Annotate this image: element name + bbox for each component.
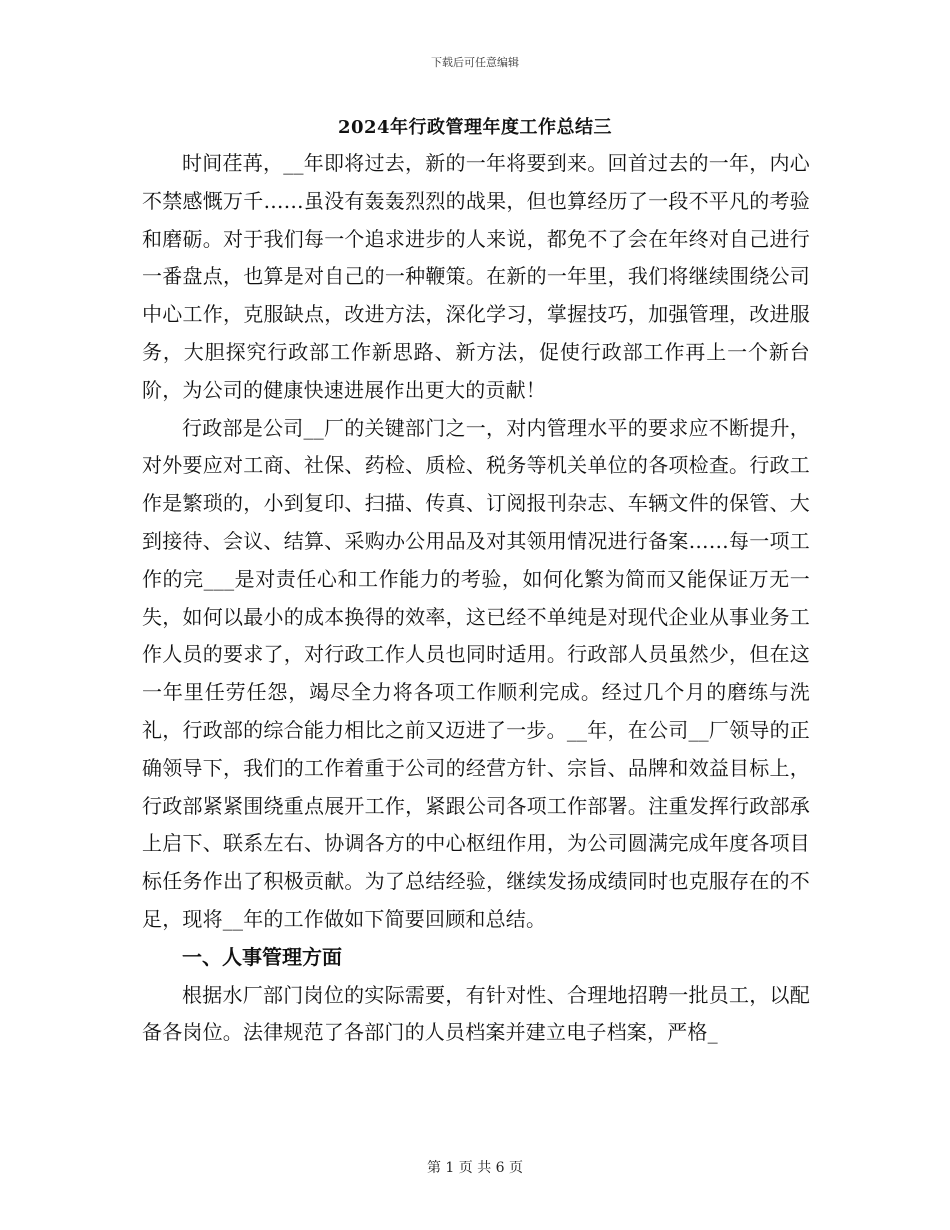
body-paragraph: 行政部是公司__厂的关键部门之一，对内管理水平的要求应不断提升，对外要应对工商、社保、药检、质检、税务等机关单位的各项检查。行政工作是繁琐的，小到复印、扫描、传真、订阅报刊杂志、车辆文件的保管、大到接待、会议、结算、采购办公用品及对其领用情况进行备案……每一项工作的完___是对责任心和工作能力的考验，如何化繁为简而又能保证万无一失，如何以最小的成本换得的效率，这已经不单纯是对现代企业从事业务工作人员的要求了，对行政工作人员也同时适用。行政部人员虽然少，但在这一年里任劳任怨，竭尽全力将各项工作顺利完成。经过几个月的磨练与洗礼，行政部的综合能力相比之前又迈进了一步。__年，在公司__厂领导的正确领导下，我们的工作着重于公司的经营方针、宗旨、品牌和效益目标上，行政部紧紧围绕重点展开工作，紧跟公司各项工作部署。注重发挥行政部承上启下、联系左右、协调各方的中心枢纽作用，为公司圆满完成年度各项目标任务作出了积极贡献。为了总结经验，继续发扬成绩同时也克服存在的不足，现将__年的工作做如下简要回顾和总结。 [142,415,810,931]
page-footer-number: 第 1 页 共 6 页 [426,1160,524,1176]
document-body [142,145,810,1052]
document-title: 2024年行政管理年度工作总结三 [337,117,613,138]
intro-paragraph: 时间荏苒，__年即将过去，新的一年将要到来。回首过去的一年，内心不禁感慨万千……虽没有轰轰烈烈的战果，但也算经历了一段不平凡的考验和磨砺。对于我们每一个追求进步的人来说，都免不了会在年终对自己进行一番盘点，也算是对自己的一种鞭策。在新的一年里，我们将继续围绕公司中心工作，克服缺点，改进方法，深化学习，掌握技巧，加强管理，改进服务，大胆探究行政部工作新思路、新方法，促使行政部工作再上一个新台阶，为公司的健康快速进展作出更大的贡献！ [142,151,810,402]
section-paragraph: 根据水厂部门岗位的实际需要，有针对性、合理地招聘一批员工，以配备各岗位。法律规范了各部门的人员档案并建立电子档案，严格_ [142,982,810,1045]
page-header-note: 下载后可任意编辑 [431,56,519,69]
section-heading-personnel: 一、人事管理方面 [182,944,342,969]
